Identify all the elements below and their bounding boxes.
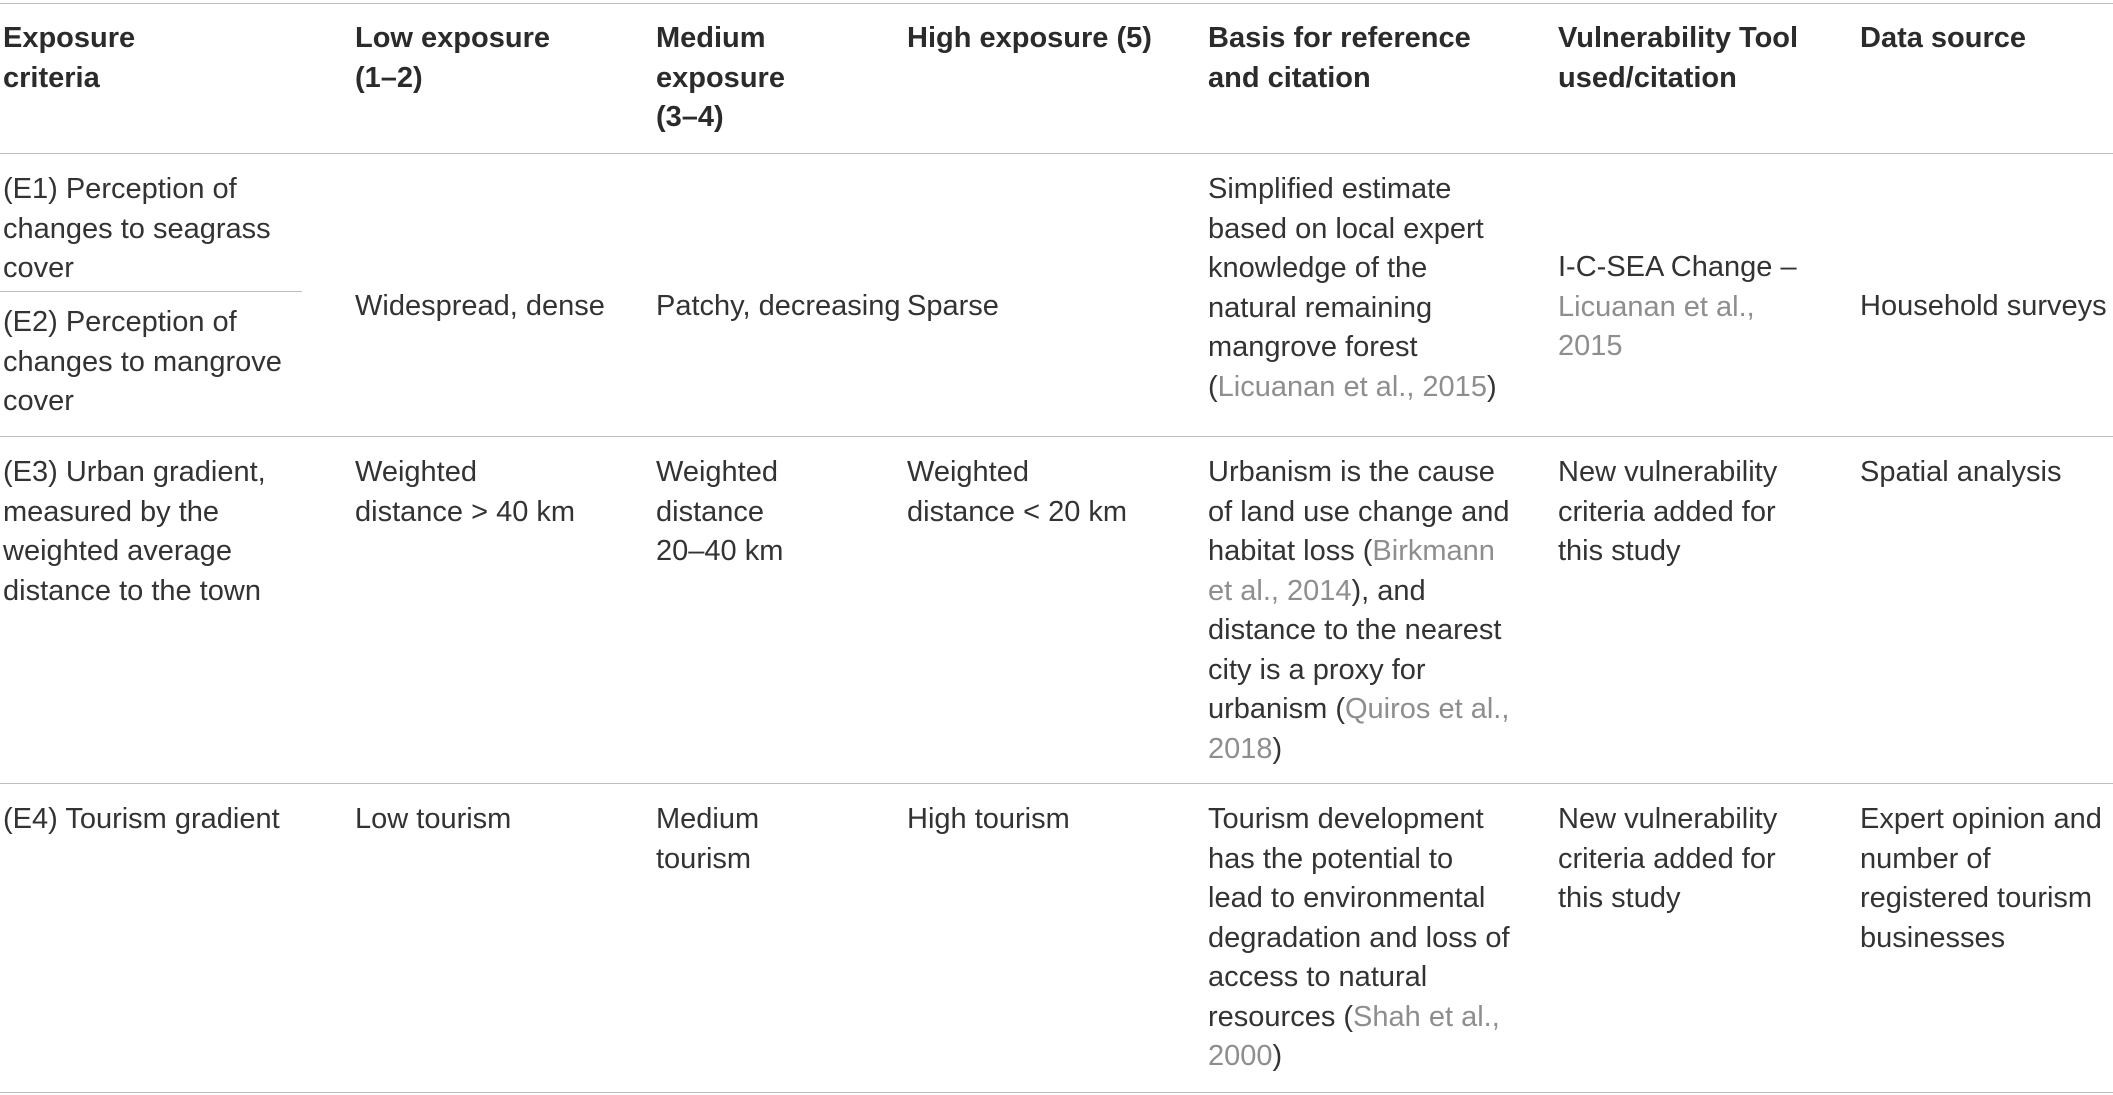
row1-bottom-rule bbox=[0, 436, 2113, 437]
data-source-value: Expert opinion and number of registered tourism businesses bbox=[1860, 803, 2102, 954]
header-low-exposure: Low exposure (1–2) bbox=[355, 22, 550, 94]
header-vulnerability-tool: Vulnerability Tool used/citation bbox=[1558, 22, 1799, 94]
citation-link[interactable]: et al., 2014 bbox=[1208, 574, 1352, 607]
citation-link[interactable]: Licuanan et al., 2015 bbox=[1217, 370, 1487, 403]
header-bottom-rule bbox=[0, 153, 2113, 154]
high-exposure-value: Sparse bbox=[907, 290, 999, 322]
medium-exposure-value: Weighted distance 20–40 km bbox=[656, 456, 784, 567]
vulnerability-tool-text: New vulnerability criteria added for this study bbox=[1558, 456, 1778, 567]
citation-link[interactable]: 2018 bbox=[1208, 732, 1273, 765]
citation-link[interactable]: Licuanan et al., bbox=[1558, 290, 1755, 323]
vulnerability-tool-text: I-C-SEA Change – Licuanan et al., 2015 bbox=[1558, 248, 1797, 367]
header-exposure-criteria: Exposure criteria bbox=[3, 22, 136, 94]
citation-link[interactable]: Birkmann bbox=[1372, 535, 1495, 567]
criteria-e2: (E2) Perception of changes to mangrove cover bbox=[3, 306, 282, 417]
citation-link[interactable]: 2015 bbox=[1558, 330, 1623, 362]
basis-reference-text: Tourism development has the potential to lead to environmental degradation and loss of access to natural resources (Shah et al., 2000) bbox=[1208, 803, 1510, 1072]
low-exposure-value: Widespread, dense bbox=[355, 290, 605, 322]
header-medium-exposure: Medium exposure (3–4) bbox=[656, 22, 785, 133]
citation-link[interactable]: 2000 bbox=[1208, 1040, 1273, 1072]
high-exposure-value: High tourism bbox=[907, 803, 1070, 835]
high-exposure-value: Weighted distance < 20 km bbox=[907, 456, 1128, 528]
low-exposure-value: Weighted distance > 40 km bbox=[355, 456, 576, 528]
basis-reference-text: Simplified estimate based on local expert knowledge of the natural remaining mangrove forest (Licuanan et al., 2015) bbox=[1208, 173, 1497, 403]
header-high-exposure: High exposure (5) bbox=[907, 22, 1152, 54]
citation-link[interactable]: Shah et al., bbox=[1353, 1000, 1500, 1033]
criteria-e3: (E3) Urban gradient, measured by the weighted average distance to the town bbox=[3, 456, 266, 607]
row2-bottom-rule bbox=[0, 783, 2113, 784]
citation-link[interactable]: Quiros et al., bbox=[1345, 693, 1510, 725]
data-source-value: Household surveys bbox=[1860, 290, 2107, 322]
e1-e2-divider bbox=[0, 291, 302, 292]
header-basis-for-reference: Basis for reference and citation bbox=[1208, 22, 1471, 94]
header-data-source: Data source bbox=[1860, 22, 2027, 54]
medium-exposure-value: Medium tourism bbox=[656, 803, 760, 875]
criteria-e1: (E1) Perception of changes to seagrass cover bbox=[3, 173, 271, 284]
vulnerability-tool-text: New vulnerability criteria added for this study bbox=[1558, 803, 1778, 914]
table-top-rule bbox=[0, 3, 2113, 4]
basis-reference-text: Urbanism is the cause of land use change and habitat loss (Birkmann et al., 2014), and distance to the nearest city is a proxy for urbanism (Quiros et al., 2018) bbox=[1208, 456, 1510, 765]
criteria-e4: (E4) Tourism gradient bbox=[3, 803, 280, 835]
data-source-value: Spatial analysis bbox=[1860, 456, 2062, 488]
low-exposure-value: Low tourism bbox=[355, 803, 512, 835]
medium-exposure-value: Patchy, decreasing bbox=[656, 290, 901, 322]
table-bottom-rule bbox=[0, 1092, 2113, 1093]
